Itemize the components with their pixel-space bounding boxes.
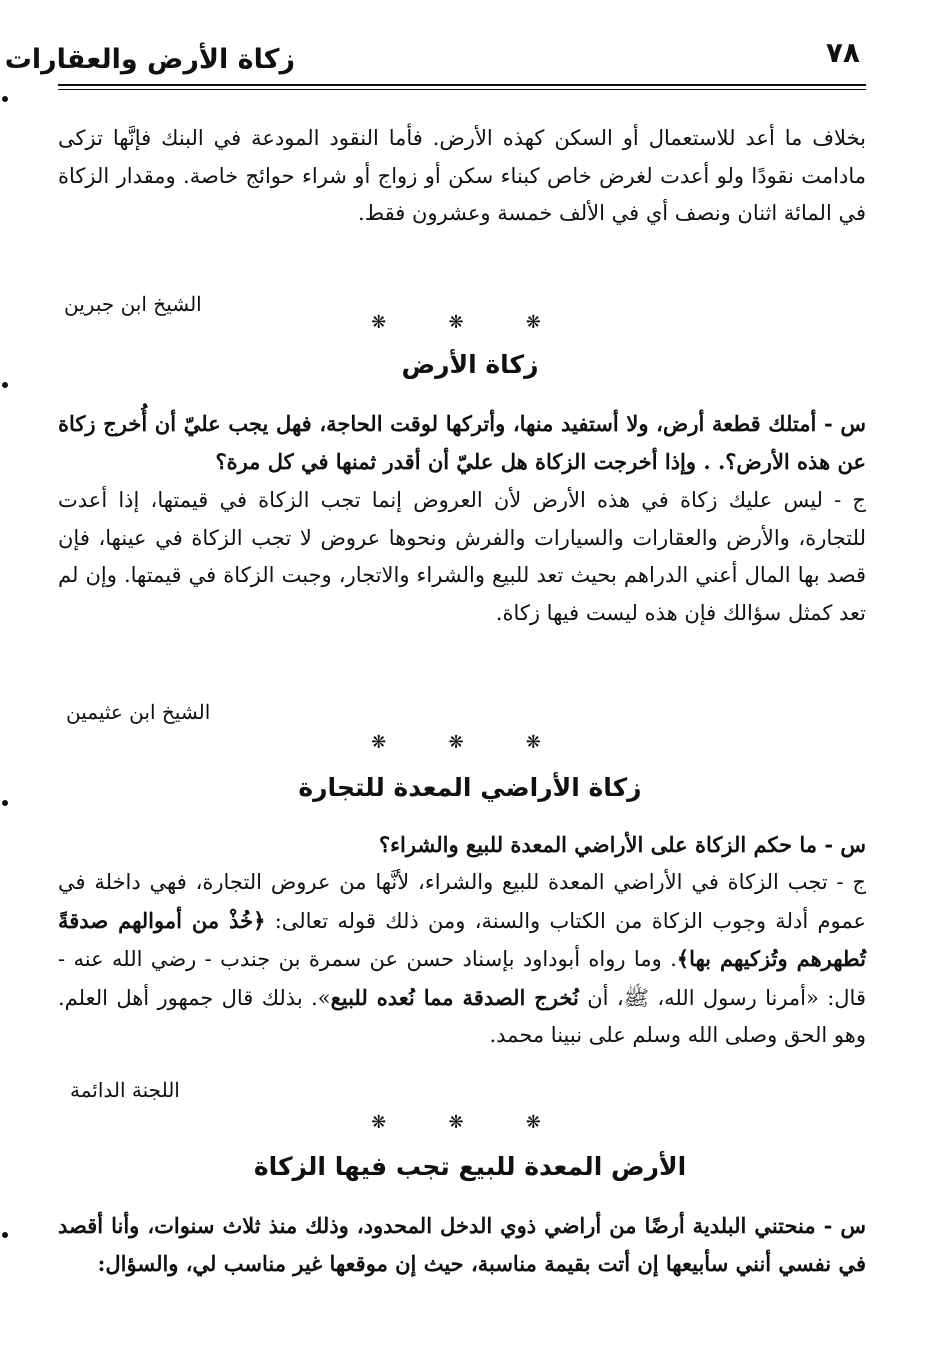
fatwa-source: اللجنة الدائمة [70,1078,180,1102]
quran-verse: ﴿خُذْ من أموالهم صدقةً تُطهرهم وتُزكيهم بها﴾ [58,907,866,971]
section-separator: ❋ ❋ ❋ [371,732,569,753]
margin-dot [2,382,8,388]
header-rule [58,84,866,86]
running-title: زكاة الأرض والعقارات [4,44,295,75]
page-number: ٧٨ [825,36,860,69]
margin-dot [2,96,8,102]
hadith-text: نُخرج الصدقة مما نُعده للبيع [330,984,579,1010]
section-heading: زكاة الأراضي المعدة للتجارة [298,773,642,802]
margin-dot [2,1232,8,1238]
section-separator: ❋ ❋ ❋ [371,1112,569,1133]
margin-dot [2,800,8,806]
fatwa-source: الشيخ ابن جبرين [64,292,202,316]
fatwa-source: الشيخ ابن عثيمين [66,700,211,724]
answer-text: ج - تجب الزكاة في الأراضي المعدة للبيع والشراء، لأنَّها من عروض التجارة، فهي داخلة في عموم أدلة وجوب الزكاة من الكتاب والسنة، ومن ذلك قوله تعالى: [58,870,866,933]
answer-text: . وما رواه أبوداود بإسناد حسن عن سمرة بن جندب - رضي الله عنه - قال: «أمرنا رسول الله، ﷺ، أن [58,947,866,1010]
paragraph-continuation: بخلاف ما أعد للاستعمال أو السكن كهذه الأرض. فأما النقود المودعة في البنك فإنَّها تزكى مادامت نقودًا ولو أعدت لغرض خاص كبناء سكن أو زواج أو شراء حوائج خاصة. ومقدار الزكاة في المائة اثنان ونصف أي في الألف خمسة وعشرون فقط. [58,126,866,225]
question: س - منحتني البلدية أرضًا من أراضي ذوي الدخل المحدود، وذلك منذ ثلاث سنوات، وأنا أقصد في نفسي أنني سأبيعها إن أتت بقيمة مناسبة، حيث إن موقعها غير مناسب لي، والسؤال: [58,1213,866,1276]
answer [58,864,866,1055]
answer-text: ». بذلك قال جمهور أهل العلم. وهو الحق وصلى الله وسلم على نبينا محمد. [58,985,866,1047]
section-heading: زكاة الأرض [401,350,539,379]
section-heading: الأرض المعدة للبيع تجب فيها الزكاة [253,1152,687,1181]
answer: ج - ليس عليك زكاة في هذه الأرض لأن العروض إنما تجب الزكاة في قيمتها، إذا أعدت للتجارة، والأرض والعقارات والسيارات والفرش ونحوها عروض لا تجب الزكاة في عينها، فإن قصد بها المال أعني الدراهم بحيث تعد للبيع والشراء والاتجار، وجبت الزكاة في قيمتها. وإن لم تعد كمثل سؤالك فإن هذه ليست فيها زكاة. [58,488,866,625]
question: س - ما حكم الزكاة على الأراضي المعدة للبيع والشراء؟ [379,832,866,857]
section-separator: ❋ ❋ ❋ [371,312,569,333]
question: س - أمتلك قطعة أرض، ولا أستفيد منها، وأتركها لوقت الحاجة، فهل يجب عليّ أن أُخرج زكاة عن هذه الأرض؟. . وإذا أخرجت الزكاة هل عليّ أن أقدر ثمنها في كل مرة؟ [58,411,866,474]
header-rule-thin [58,89,866,90]
